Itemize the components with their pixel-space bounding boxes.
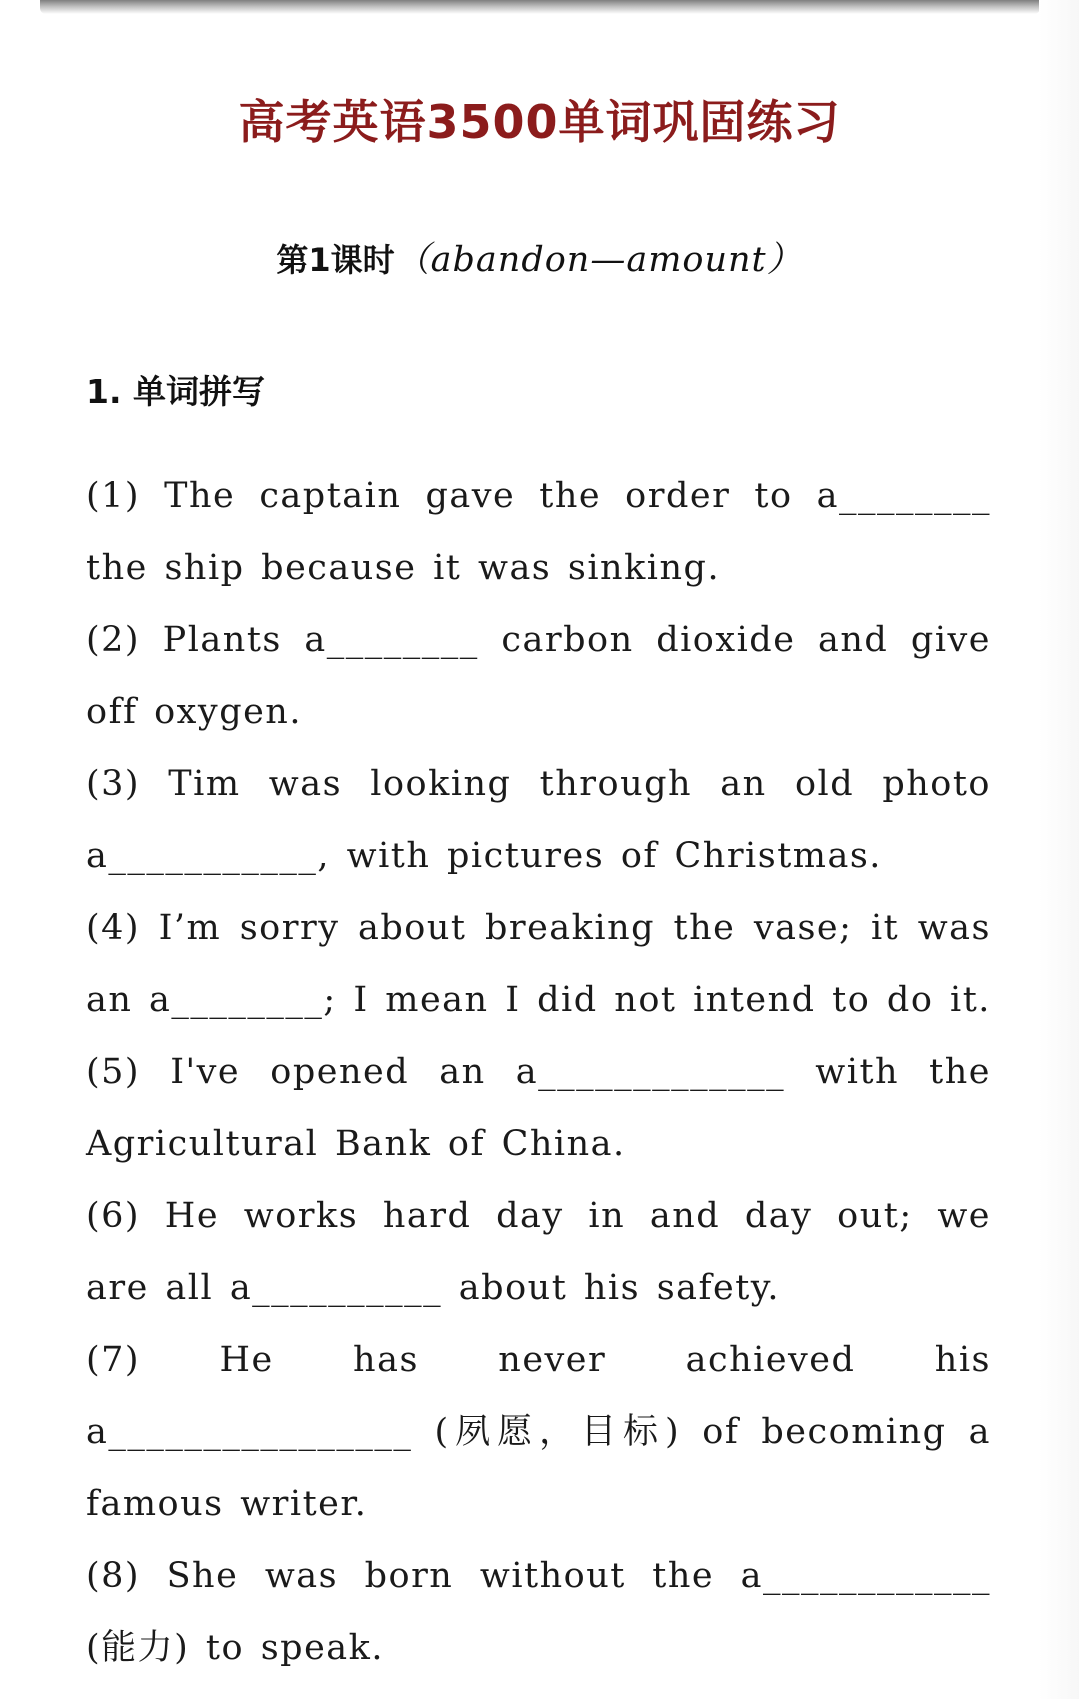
question-item: (4) I’m sorry about breaking the vase; it was an a________; I mean I did not intend to do it.	[86, 908, 991, 1020]
word-range: （abandon—amount）	[394, 240, 803, 280]
question-item: (8) She was born without the a____________ (能力) to speak.	[86, 1556, 991, 1668]
page-top-shadow	[40, 0, 1040, 14]
lesson-subtitle	[0, 232, 1079, 282]
question-item: (6) He works hard day in and day out; we are all a__________ about his safety.	[86, 1196, 991, 1308]
question-item: (5) I've opened an a_____________ with the Agricultural Bank of China.	[86, 1052, 991, 1164]
question-item: (1) The captain gave the order to a________ the ship because it was sinking.	[86, 476, 991, 588]
question-item: (7) He has never achieved his a________________ (夙愿，目标) of becoming a famous writer.	[86, 1340, 991, 1524]
document-title: 高考英语3500单词巩固练习	[238, 95, 841, 149]
question-item: (3) Tim was looking through an old photo a___________, with pictures of Christmas.	[86, 764, 991, 876]
lesson-number: 第1课时	[276, 241, 395, 279]
question-item: (2) Plants a________ carbon dioxide and give off oxygen.	[86, 620, 991, 732]
section-heading: 1. 单词拼写	[86, 372, 265, 411]
question-list	[86, 460, 991, 1684]
